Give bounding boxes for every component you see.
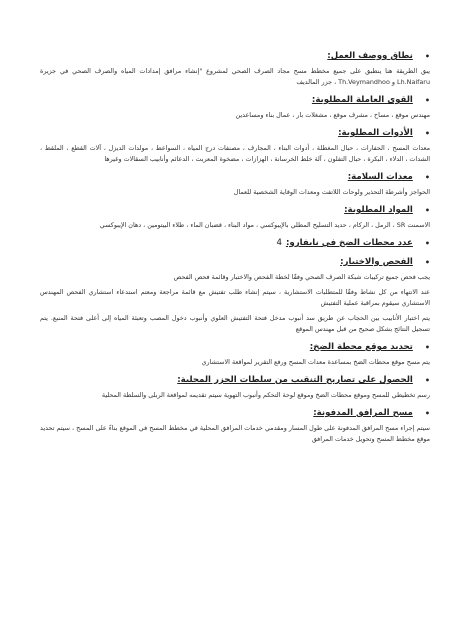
heading-text: المواد المطلوبة:	[344, 205, 413, 215]
bullet-icon: •	[424, 343, 430, 352]
bullet-icon: •	[424, 239, 430, 248]
heading-text: مسح المرافق المدفونة:	[313, 408, 413, 418]
section-paragraph: مهندس موقع ، مساح ، مشرف موقع ، مشغلات بار ، عمال بناء ومساعدين	[235, 111, 430, 119]
bullet-icon: •	[424, 129, 430, 138]
section-heading	[40, 237, 438, 250]
heading-text: تحديد موقع محطة الضخ:	[309, 342, 413, 352]
section-safety	[40, 171, 438, 198]
bullet-icon: •	[424, 96, 430, 105]
section-heading	[40, 204, 438, 217]
section-paragraph: رسم تخطيطي للمسح وموقع محطات الضخ وموقع لوحة التحكم وأنبوب التهوية سيتم تقديمه لمواقعة الربلى والسلطة المحلية	[101, 391, 430, 399]
section-tools	[40, 127, 438, 165]
bullet-icon: •	[424, 173, 430, 182]
section-paragraph: يتم اختبار الأنابيب بين الحجاب عن طريق سد أنبوب مدخل فتحة التفتيش العلوي وأنبوب دخول المصب وتعبئة المياه إلى أعلى فتحة المنبع. يتم تسجيل النتائج بشكل صحيح من قبل مهندس الموقع	[40, 314, 430, 333]
bullet-icon: •	[424, 52, 430, 61]
heading-text: عدد محطات الضخ في نايفارو:	[285, 238, 413, 248]
section-pump-location	[40, 341, 438, 368]
heading-text: الفحص والاختبار:	[340, 257, 413, 267]
section-paragraph: الحواجز وأشرطة التحذير ولوحات اللاتفت ومعدات الوقاية الشخصية للعمال	[233, 188, 430, 196]
section-permits	[40, 374, 438, 401]
section-manpower	[40, 94, 438, 121]
heading-text: القوى العاملة المطلوبة:	[311, 95, 413, 105]
section-heading	[40, 127, 438, 140]
section-heading	[40, 374, 438, 387]
section-paragraph: يجب فحص جميع تركيبات شبكة الصرف الصحي وفقًا لخطة الفحص والاختبار وقائمة فحص الفحص	[173, 273, 430, 281]
bullet-icon: •	[424, 409, 430, 418]
section-paragraph: معدات المسح ، الحفارات ، حبال المغطلة ، أدوات البناء ، المجارف ، مصنفات درج المياه ، السواعط ، مولدات الديزل ، آلات القطع ، الملقط ، الشدات ، الدلاء ، البكرة ، حبال التفلون ، آلة خلط الخرسانة ، الهزازات ، مضخوة المعربت ، الدعائم وأنابيب السقالات وغيرها	[40, 144, 430, 163]
section-heading	[40, 171, 438, 184]
section-paragraph: الاسمنت SR ، الرمل ، الركام ، حديد التسليح المطلي بالإيبوكسي ، مواد البناء ، قضبان الماء ، طلاء البيتومين ، دهان الإيبوكسي	[99, 221, 430, 229]
section-paragraph: عند الانتهاء من كل نشاط وفقًا للمتطلبات الاستشارية ، سيتم إنشاء طلب تفتيش مع قائمة مراجعة ومعتم استدعاء استشاري الفحص المهندس الاستشاري سيقوم بمراقبة عملية التفتيش	[40, 288, 430, 307]
section-paragraph: يتم مسح موقع محطات الضخ بمساعدة معدات المسح ورفع التقرير لمواقعة الاستشاري	[201, 358, 430, 366]
section-heading	[40, 407, 438, 420]
bullet-icon: •	[424, 376, 430, 385]
section-heading	[40, 94, 438, 107]
bullet-icon: •	[424, 258, 430, 267]
document-body	[40, 48, 438, 451]
section-materials	[40, 204, 438, 231]
heading-text: الأدوات المطلوبة:	[338, 128, 413, 138]
section-paragraph: يبق الطريقة هنا ينطبق على جميع مخطط مسح مجاد الصرف الصحي لمشروع "إنشاء مرافق إمدادات المياه والصرف الصحي في جزيرة Lh.Naifaru و Th.Veymandhoo ، جزر المالديف	[40, 67, 430, 86]
heading-text: معدات السلامة:	[347, 172, 413, 182]
heading-text: الحصول على تصاريح التنقيب من سلطات الجزر المحلية:	[177, 375, 413, 385]
section-heading	[40, 341, 438, 354]
pump-count-value: 4	[276, 238, 282, 248]
section-scope	[40, 50, 438, 88]
section-buried-utilities	[40, 407, 438, 445]
section-inspection	[40, 256, 438, 335]
section-heading	[40, 50, 438, 63]
section-pump-count	[40, 237, 438, 250]
heading-text: نطاق ووصف العمل:	[327, 51, 413, 61]
bullet-icon: •	[424, 206, 430, 215]
section-paragraph: سيتم إجراء مسح المرافق المدفونة على طول المسار ومقدمي خدمات المرافق المحلية في مخطط المسح في الموقع بناءً على المسح ، سيتم تحديد موقع مخطط المسح وتحويل خدمات المرافق	[40, 424, 430, 443]
section-heading	[40, 256, 438, 269]
